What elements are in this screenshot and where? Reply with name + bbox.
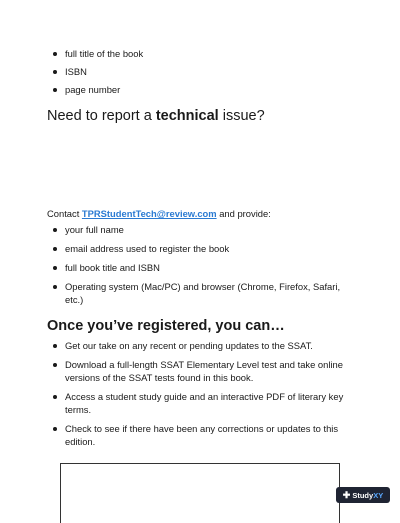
list-item: Download a full-length SSAT Elementary Level test and take online versions of the SSAT tests found in this book. <box>48 358 358 384</box>
brand-suffix: XY <box>373 490 384 500</box>
book-info-list <box>48 47 348 101</box>
registered-benefits-list <box>48 339 358 454</box>
heading-emphasis: technical <box>155 108 219 124</box>
list-item: Get our take on any recent or pending updates to the SSAT. <box>48 339 358 352</box>
contact-info-list <box>48 223 358 312</box>
contact-suffix: and provide: <box>216 208 271 219</box>
list-item: your full name <box>48 223 358 236</box>
plus-icon: ✚ <box>342 489 351 500</box>
content-box-outline <box>60 463 340 523</box>
list-item: page number <box>48 83 348 96</box>
studyxy-badge[interactable] <box>336 487 390 503</box>
list-item: ISBN <box>48 65 348 78</box>
contact-prefix: Contact <box>47 208 82 219</box>
technical-issue-heading <box>47 108 265 124</box>
brand-prefix: Study <box>352 490 374 500</box>
heading-prefix: Need to report a <box>47 108 156 124</box>
list-item: email address used to register the book <box>48 242 358 255</box>
registered-heading: Once you’ve registered, you can… <box>47 318 285 334</box>
support-email-link[interactable]: TPRStudentTech@review.com <box>81 208 217 219</box>
list-item: Access a student study guide and an interactive PDF of literary key terms. <box>48 390 358 416</box>
heading-suffix: issue? <box>218 108 265 124</box>
list-item: Operating system (Mac/PC) and browser (Chrome, Firefox, Safari, etc.) <box>48 280 358 306</box>
list-item: full title of the book <box>48 47 348 60</box>
contact-line <box>47 207 271 220</box>
list-item: Check to see if there have been any corrections or updates to this edition. <box>48 422 358 448</box>
list-item: full book title and ISBN <box>48 261 358 274</box>
